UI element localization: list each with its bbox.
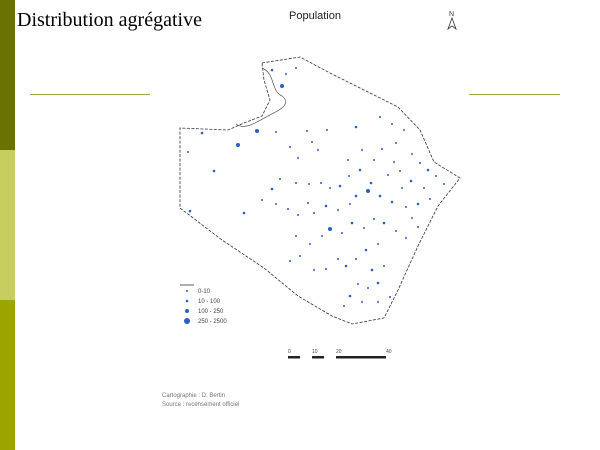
settlement-point [275,203,277,205]
settlement-point [387,174,389,176]
settlement-point [285,73,287,75]
settlement-point [287,208,289,210]
settlement-point [289,260,291,262]
settlement-point [366,189,370,193]
settlement-point [377,243,379,245]
settlement-point [295,182,297,184]
settlement-point [363,227,365,229]
settlement-point [325,268,327,270]
settlement-point [355,258,357,260]
settlement-point [187,151,189,153]
settlement-point [367,287,369,289]
settlement-point [383,265,385,267]
settlement-point [435,175,437,177]
settlement-point [359,169,362,172]
settlement-point [370,182,373,185]
settlement-point [381,148,383,150]
settlement-point [405,237,407,239]
legend-swatch [184,318,190,324]
north-arrow-icon [446,9,458,36]
settlement-point [373,159,375,161]
settlement-point [317,149,319,151]
settlement-point [405,206,407,208]
settlement-point [349,203,351,205]
settlement-point [271,69,274,72]
settlement-point [419,162,421,164]
settlement-point [279,178,281,180]
settlement-point [201,132,204,135]
settlement-point [423,187,425,189]
settlement-point [320,182,322,184]
settlement-point [395,142,397,144]
settlement-point [299,255,301,257]
settlement-point [261,199,263,201]
settlement-point [328,227,332,231]
settlement-point [275,131,277,133]
settlement-point [379,195,382,198]
settlement-point [410,180,413,183]
scale-segment [288,356,300,359]
settlement-point [349,295,352,298]
settlement-point [395,230,397,232]
settlement-point [295,67,297,69]
settlement-point [391,123,393,125]
legend-label: 100 - 250 [198,309,224,315]
settlement-point [325,205,328,208]
settlement-point [243,212,246,215]
settlement-point [308,183,310,185]
settlement-point [417,203,420,206]
settlement-point [389,296,391,298]
scale-label: 20 [336,349,342,355]
legend-swatch [186,300,189,303]
scale-segment [336,356,386,359]
settlement-point [339,185,342,188]
settlement-point [357,283,359,285]
legend-label: 0-10 [198,289,211,295]
settlement-point [403,129,405,131]
settlement-point [189,210,192,213]
settlement-point [306,130,308,132]
settlement-point [411,217,413,219]
settlement-point [371,269,374,272]
settlement-point [347,159,349,161]
settlement-point [373,218,375,220]
settlement-point [427,169,430,172]
slide-title: Distribution agrégative [17,9,202,31]
settlement-point [401,187,403,189]
legend-label: 250 - 2500 [198,319,227,325]
settlement-point [365,249,368,252]
settlement-point [271,188,274,191]
scale-segment [312,356,324,359]
scale-label: 0 [288,349,291,355]
settlement-point [289,146,291,148]
settlement-point [307,202,309,204]
settlement-point [337,209,339,211]
settlement-point [297,157,299,159]
settlement-point [280,84,284,88]
settlement-point [411,153,413,155]
svg-text:N: N [449,11,455,18]
settlement-point [355,126,358,129]
settlement-point [213,170,216,173]
settlement-point [295,235,297,237]
map-credit-line-1: Cartographie : D. Bertin [162,393,226,399]
settlement-point [355,195,358,198]
map-credit-line-2: Source : recensement officiel [162,402,240,408]
settlement-point [337,258,339,260]
territory-outline [180,57,460,324]
settlement-point [383,222,386,225]
legend-label: 10 - 100 [198,299,221,305]
scale-label: 10 [312,349,318,355]
legend-swatch [185,309,189,313]
settlement-point [236,143,240,147]
settlement-point [361,301,363,303]
settlement-point [341,232,343,234]
settlement-point [379,116,381,118]
scale-label: 40 [386,349,392,355]
settlement-point [313,269,315,271]
settlement-point [313,212,315,214]
settlement-point [429,198,431,200]
map-title: Population [289,10,341,22]
settlement-point [443,183,445,185]
river-line [236,68,286,126]
settlement-point [417,226,419,228]
settlement-point [329,187,331,189]
scale-bar [288,349,392,359]
settlement-point [377,301,379,303]
settlement-point [343,305,345,307]
map-legend [180,285,227,325]
legend-swatch [186,290,188,292]
settlement-point [326,129,328,131]
settlement-point [393,161,395,163]
settlement-point [351,222,354,225]
settlement-point [399,170,401,172]
settlement-point [311,141,313,143]
settlement-point [255,129,259,133]
settlement-point [345,265,348,268]
settlement-point [348,175,350,177]
settlement-point [361,149,363,151]
settlement-point [321,235,323,237]
settlement-point [309,243,311,245]
settlement-point [391,201,394,204]
settlement-point [377,282,380,285]
settlement-point [297,214,299,216]
